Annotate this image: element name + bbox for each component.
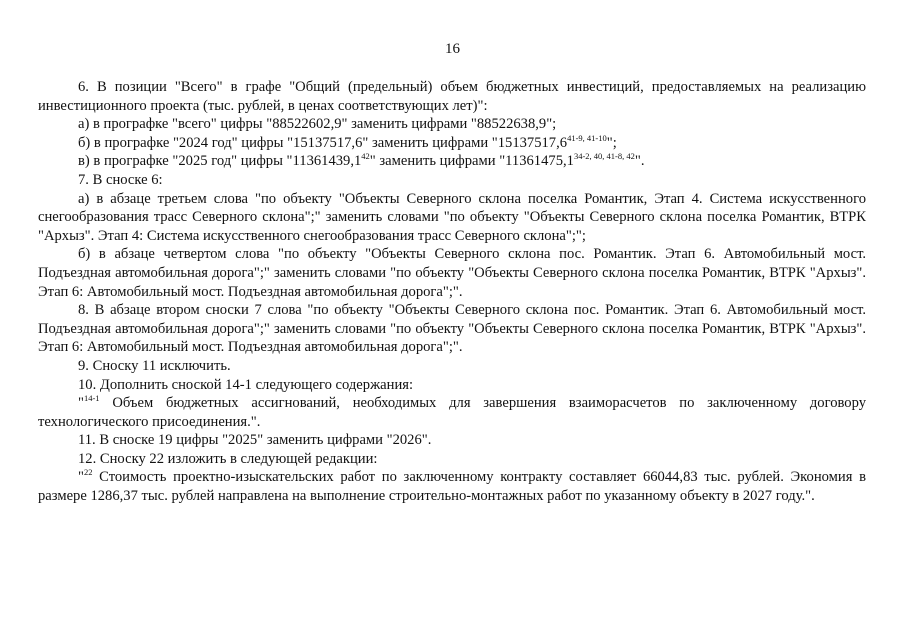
paragraph-text-end: ". xyxy=(634,153,645,170)
document-body xyxy=(38,78,866,506)
paragraph-text-end: "; xyxy=(606,134,617,151)
paragraph-text: а) в абзаце третьем слова "по объекту "Объекты Северного склона поселка Романтик, Этап 4. Система искусственного снегообразования трасс Северного склона";" заменить словами "по объекту "Объекты Северного склона поселка Романтик, ВТРК "Архыз". Этап 4: Система искусственного снегообразования трасс Северного склона";"; xyxy=(38,190,866,244)
paragraph-text: 7. В сноске 6: xyxy=(78,171,163,188)
paragraph-text: 12. Сноску 22 изложить в следующей редакции: xyxy=(78,450,378,467)
paragraph-6c xyxy=(38,152,866,171)
paragraph-text: а) в прографке "всего" цифры "88522602,9" заменить цифрами "88522638,9"; xyxy=(78,116,557,133)
paragraph-text: " xyxy=(78,395,84,412)
paragraph-12 xyxy=(38,450,866,469)
paragraph-9 xyxy=(38,357,866,376)
paragraph-7b xyxy=(38,245,866,301)
paragraph-text: б) в абзаце четвертом слова "по объекту "Объекты Северного склона пос. Романтик. Этап 6. Автомобильный мост. Подъездная автомобильная дорога";" заменить словами "по объекту "Объекты Северного склона поселка Романтик, ВТРК "Архыз". Этап 6: Автомобильный мост. Подъездная автомобильная дорога";". xyxy=(38,246,866,300)
paragraph-6b xyxy=(38,134,866,153)
footnote-reference: 41-9, 41-10 xyxy=(567,132,607,143)
paragraph-7 xyxy=(38,171,866,190)
page-number: 16 xyxy=(445,41,460,57)
paragraph-text: " xyxy=(78,469,84,486)
paragraph-text: 8. В абзаце втором сноски 7 слова "по объекту "Объекты Северного склона пос. Романтик. Этап 6. Автомобильный мост. Подъездная автомобильная дорога";" заменить словами "по объекту "Объекты Северного склона поселка Романтик, ВТРК "Архыз". Этап 6: Автомобильный мост. Подъездная автомобильная дорога";". xyxy=(38,302,866,356)
paragraph-text-end: Объем бюджетных ассигнований, необходимых для завершения взаиморасчетов по заключенному договору технологического присоединения.". xyxy=(38,395,866,430)
paragraph-text: 11. В сноске 19 цифры "2025" заменить цифрами "2026". xyxy=(78,432,432,449)
paragraph-6 xyxy=(38,78,866,115)
paragraph-text: 9. Сноску 11 исключить. xyxy=(78,357,231,374)
footnote-reference: 22 xyxy=(83,467,93,478)
paragraph-text: 10. Дополнить сноской 14-1 следующего содержания: xyxy=(78,376,414,393)
paragraph-text: 6. В позиции "Всего" в графе "Общий (предельный) объем бюджетных инвестиций, предоставляемых на реализацию инвестиционного проекта (тыс. рублей, в ценах соответствующих лет)": xyxy=(38,79,866,114)
footnote-reference: 42 xyxy=(361,151,370,162)
paragraph-11 xyxy=(38,431,866,450)
paragraph-8 xyxy=(38,301,866,357)
paragraph-text: б) в прографке "2024 год" цифры "15137517,6" заменить цифрами "15137517,6 xyxy=(78,134,568,151)
paragraph-text: в) в прографке "2025 год" цифры "11361439,1 xyxy=(78,153,362,170)
paragraph-text-middle: " заменить цифрами "11361475,1 xyxy=(369,153,574,170)
paragraph-12-quote xyxy=(38,468,866,505)
paragraph-text-end: Стоимость проектно-изыскательских работ по заключенному контракту составляет 66044,83 тыс. рублей. Экономия в размере 1286,37 тыс. рублей направлена на выполнение строительно-монтажных работ по указанному объекту в 2027 году.". xyxy=(38,469,866,505)
footnote-reference-second: 34-2, 40, 41-8, 42 xyxy=(573,151,635,162)
paragraph-10 xyxy=(38,376,866,395)
paragraph-7a xyxy=(38,190,866,246)
paragraph-10-quote xyxy=(38,394,866,431)
paragraph-6a xyxy=(38,115,866,134)
footnote-reference: 14-1 xyxy=(83,393,100,404)
